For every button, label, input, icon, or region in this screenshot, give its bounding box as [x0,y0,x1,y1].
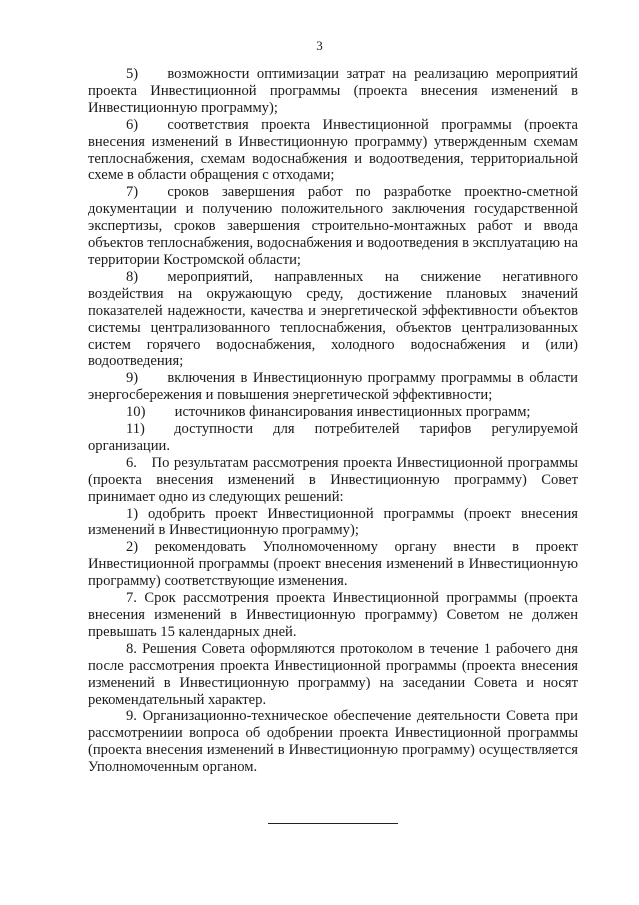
end-of-document-rule [268,823,398,824]
document-body [88,66,578,776]
paragraph-section-9: 9. Организационно-техническое обеспечение деятельности Совета при рассмотрениии вопроса об одобрении проекта Инвестиционной программы (проекта внесения изменений в Инвестиционную программу) осуществляется Уполномоченным органом. [88,708,578,776]
paragraph-item-10: 10) источников финансирования инвестиционных программ; [126,404,531,421]
page-number: 3 [316,38,323,53]
paragraph-item-7: 7) сроков завершения работ по разработке проектно-сметной документации и получению положительного заключения государственной экспертизы, сроков завершения строительно-монтажных работ и ввода объектов теплоснабжения, водоснабжения и водоотведения в эксплуатацию на территории Костромской области; [88,184,578,268]
paragraph-item-6: 6) соответствия проекта Инвестиционной программы (проекта внесения изменений в Инвестиционную программу) утвержденным схемам теплоснабжения, схемам водоснабжения и водоотведения, территориальной схеме в области обращения с отходами; [88,116,578,184]
paragraph-item-11: 11) доступности для потребителей тарифов регулируемой организации. [88,421,578,454]
paragraph-item-5: 5) возможности оптимизации затрат на реализацию мероприятий проекта Инвестиционной программы (проекта внесения изменений в Инвестиционную программу); [88,66,578,116]
paragraph-decision-2: 2) рекомендовать Уполномоченному органу внести в проект Инвестиционной программы (проект внесения изменений в Инвестиционную программу) соответствующие изменения. [88,539,578,590]
paragraph-section-7: 7. Срок рассмотрения проекта Инвестиционной программы (проекта внесения изменений в Инвестиционную программу) Советом не должен превышать 15 календарных дней. [88,590,578,640]
paragraph-section-6: 6. По результатам рассмотрения проекта Инвестиционной программы (проекта внесения изменений в Инвестиционную программу) Совет принимает одно из следующих решений: [88,454,578,505]
paragraph-item-8: 8) мероприятий, направленных на снижение негативного воздействия на окружающую среду, достижение плановых значений показателей надежности, качества и энергетической эффективности объектов системы централизованного теплоснабжения, объектов централизованных систем горячего водоснабжения, холодного водоснабжения и (или) водоотведения; [88,268,578,370]
paragraph-section-8: 8. Решения Совета оформляются протоколом в течение 1 рабочего дня после рассмотрения проекта Инвестиционной программы (проекта внесения изменений в Инвестиционную программу) на заседании Совета и носят рекомендательный характер. [88,640,578,708]
paragraph-decision-1: 1) одобрить проект Инвестиционной программы (проект внесения изменений в Инвестиционную программу); [88,505,578,539]
paragraph-item-9: 9) включения в Инвестиционную программу программы в области энергосбережения и повышения энергетической эффективности; [88,370,578,404]
